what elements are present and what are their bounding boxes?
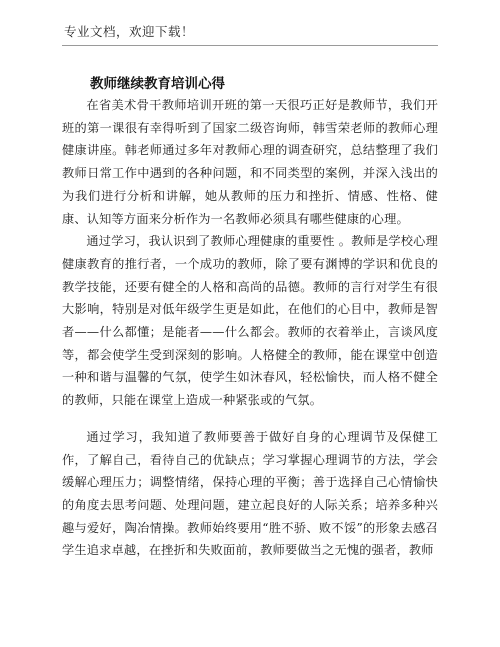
document-title: 教师继续教育培训心得 [90, 76, 225, 92]
paragraph: 通过学习，我认识到了教师心理健康的重要性 。教师是学校心理健康教育的推行者，一个成功的教师，除了要有渊博的学识和优良的教学技能，还要有健全的人格和高尚的品德。教师的言行对学生有很大影响，特别是对低年级学生更是如此，在他们的心目中，教师是智者——什么都懂；是能者——什么都会。教师的衣着举止，言谈风度等，都会使学生受到深刻的影响。人格健全的教师，能在课堂中创造一种和谐与温馨的气氛，使学生如沐春风，轻松愉快，而人格不健全的教师，只能在课堂上造成一种紧张或的气氛。 [62, 234, 438, 408]
paragraph: 在省美术骨干教师培训开班的第一天很巧正好是教师节，我们开班的第一课很有幸得听到了国家二级咨询师，韩雪荣老师的教师心理健康讲座。韩老师通过多年对教师心理的调查研究，总结整理了我们教师日常工作中遇到的各种问题，和不同类型的案例，并深入浅出的为我们进行分析和讲解，她从教师的压力和挫折、情感、性格、健康、认知等方面来分析作为一名教师必须具有哪些健康的心理。 [62, 98, 438, 226]
document-body [62, 94, 438, 562]
page-header: 专业文档，欢迎下载！ [64, 24, 195, 39]
paragraph: 通过学习，我知道了教师要善于做好自身的心理调节及保健工作，了解自己，看待自己的优缺点；学习掌握心理调节的方法，学会缓解心理压力；调整情绪，保持心理的平衡；善于选择自己心情愉快的角度去思考问题、处理问题，建立起良好的人际关系；培养多种兴趣与爱好，陶冶情操。教师始终要用“胜不骄、败不馁”的形象去感召学生追求卓越，在挫折和失败面前，教师要做当之无愧的强者，教师 [62, 429, 438, 558]
header-divider [62, 45, 438, 46]
